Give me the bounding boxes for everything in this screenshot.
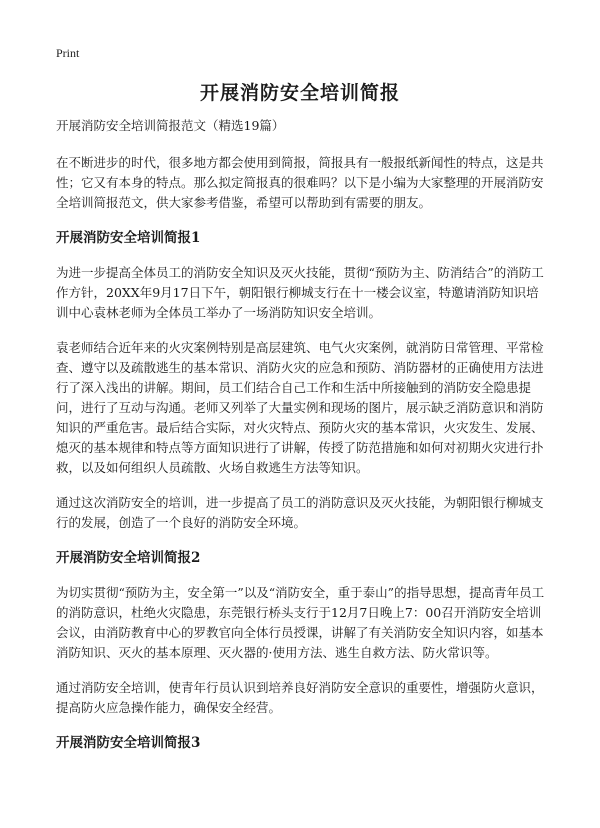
article-body	[56, 116, 546, 768]
section-1-paragraph-2: 袁老师结合近年来的火灾案例特别是高层建筑、电气火灾案例，就消防日常管理、平常检查、遵守以及疏散逃生的基本常识、消防火灾的应急和预防、消防器材的正确使用方法进行了深入浅出的讲解。期间，员工们结合自己工作和生活中所接触到的消防安全隐患提问，进行了互动与沟通。老师又列举了大量实例和现场的图片，展示缺乏消防意识和消防知识的严重危害。最后结合实际，对火灾特点、预防火灾的基本常识，火灾发生、发展、熄灭的基本规律和特点等方面知识进行了讲解，传授了防范措施和如何对初期火灾进行扑救，以及如何组织人员疏散、火场自救逃生方法等知识。	[56, 340, 544, 475]
section-heading-2: 开展消防安全培训简报2	[56, 550, 201, 566]
page-title: 开展消防安全培训简报	[199, 82, 400, 104]
section-2-paragraph-1: 为切实贯彻“预防为主，安全第一”以及“消防安全，重于泰山”的指导思想，提高青年员工的消防意识，杜绝火灾隐患，东莞银行桥头支行于12月7日晚上7：00召开消防安全培训会议，由消防教育中心的罗教官向全体行员授课，讲解了有关消防安全知识内容，如基本消防知识、灭火的基本原理、灭火器的·使用方法、逃生自救方法、防火常识等。	[56, 585, 545, 660]
section-heading-1: 开展消防安全培训简报1	[56, 230, 201, 246]
section-2-paragraph-2: 通过消防安全培训，使青年行员认识到培养良好消防安全意识的重要性，增强防火意识，提高防火应急操作能力，确保安全经营。	[56, 680, 544, 715]
section-1-paragraph-3: 通过这次消防安全的培训，进一步提高了员工的消防意识及灭火技能，为朝阳银行柳城支行的发展，创造了一个良好的消防安全环境。	[56, 495, 544, 530]
intro-paragraph: 在不断进步的时代，很多地方都会使用到简报，简报具有一般报纸新闻性的特点，这是共性；它又有本身的特点。那么拟定简报真的很难吗？以下是小编为大家整理的开展消防安全培训简报范文，供大家参考借鉴，希望可以帮助到有需要的朋友。	[56, 155, 544, 210]
section-heading-3: 开展消防安全培训简报3	[56, 735, 201, 751]
article-subtitle: 开展消防安全培训简报范文（精选19篇）	[56, 118, 285, 133]
print-label[interactable]: Print	[56, 46, 80, 60]
section-1-paragraph-1: 为进一步提高全体员工的消防安全知识及灭火技能，贯彻“预防为主、防消结合”的消防工作方针，20XX年9月17日下午，朝阳银行柳城支行在十一楼会议室，特邀请消防知识培训中心袁林老师为全体员工举办了一场消防知识安全培训。	[56, 265, 544, 320]
